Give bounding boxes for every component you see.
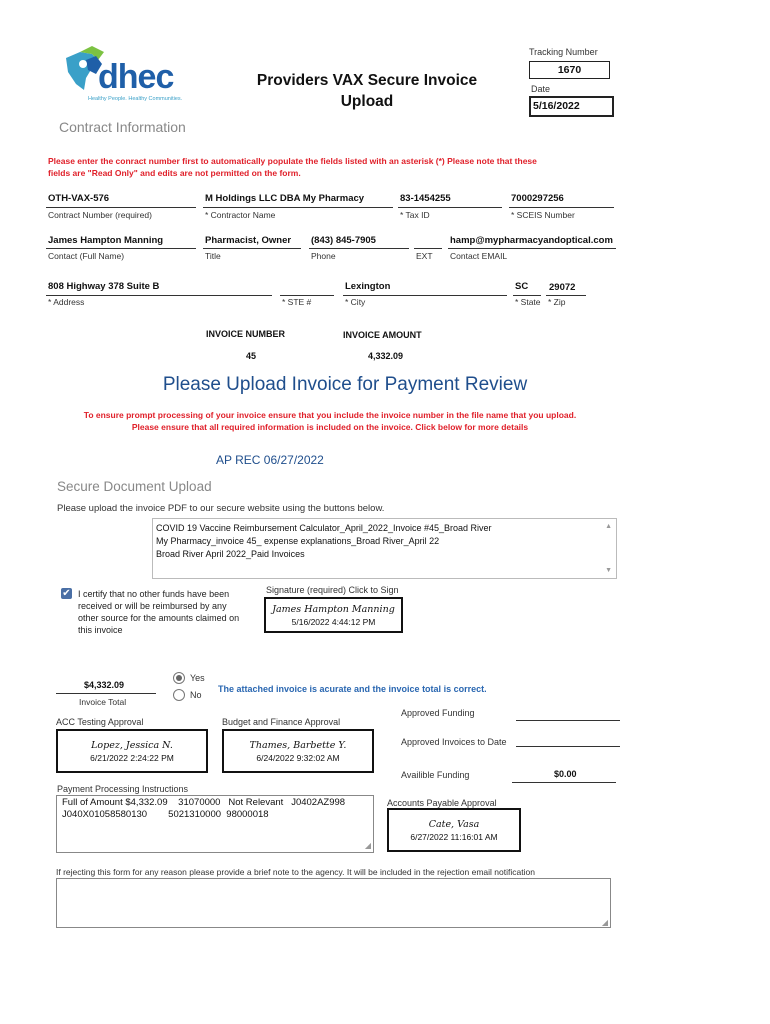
address-underline <box>46 295 272 296</box>
zip-label: * Zip <box>548 297 566 307</box>
tracking-number-field[interactable] <box>529 61 610 79</box>
city-underline <box>343 295 507 296</box>
contractor-name-field[interactable]: M Holdings LLC DBA My Pharmacy <box>205 193 365 204</box>
signature-label: Signature (required) Click to Sign <box>266 585 399 595</box>
logo-tagline: Healthy People. Healthy Communities. <box>88 96 183 102</box>
contractor-name-underline <box>203 207 393 208</box>
invoice-number-value[interactable]: 45 <box>246 351 257 361</box>
uploaded-file[interactable]: My Pharmacy_invoice 45_ expense explanations_Broad River_April 22 <box>156 536 440 546</box>
available-funding-value[interactable]: $0.00 <box>554 769 577 779</box>
scroll-up-icon[interactable]: ▲ <box>605 523 612 530</box>
title-underline <box>203 248 301 249</box>
state-label: * State <box>515 297 541 307</box>
upload-notice-line1: To ensure prompt processing of your invoice ensure that you include the invoice number in the file name that you upload. <box>83 410 577 420</box>
ste-underline[interactable] <box>280 295 334 296</box>
approved-funding-label: Approved Funding <box>401 708 475 718</box>
payment-line: Full of Amount $4,332.09 31070000 Not Relevant J0402AZ998 <box>62 797 346 808</box>
date-label: Date <box>531 84 551 94</box>
no-label: No <box>190 690 202 700</box>
signature-date: 5/16/2022 4:44:12 PM <box>291 617 376 627</box>
invoice-total-underline <box>56 693 156 694</box>
sceis-number-label: * SCEIS Number <box>511 210 575 220</box>
scroll-down-icon[interactable]: ▼ <box>605 567 612 574</box>
sceis-number-field[interactable]: 7000297256 <box>511 193 564 204</box>
invoice-total-label: Invoice Total <box>79 697 127 707</box>
address-label: * Address <box>48 297 85 307</box>
email-field[interactable]: hamp@mypharmacyandoptical.com <box>450 235 613 246</box>
approved-funding-field[interactable] <box>516 720 620 721</box>
certify-text <box>78 588 239 636</box>
city-label: * City <box>345 297 366 307</box>
budget-approval-name: Thames, Barbette Y. <box>249 740 347 751</box>
tax-id-label: * Tax ID <box>400 210 430 220</box>
payment-instructions-field[interactable] <box>56 795 374 853</box>
approved-invoices-field[interactable] <box>516 746 620 747</box>
uploaded-files-list[interactable] <box>152 518 617 579</box>
email-underline <box>448 248 616 249</box>
ext-label: EXT <box>416 251 433 261</box>
budget-approval-box[interactable] <box>222 729 374 773</box>
acc-approval-box[interactable] <box>56 729 208 773</box>
upload-heading: Please Upload Invoice for Payment Review <box>162 374 528 395</box>
ap-rec-link[interactable]: AP REC 06/27/2022 <box>216 453 324 467</box>
upload-instructions: Please upload the invoice PDF to our secure website using the buttons below. <box>57 503 385 514</box>
budget-approval-date: 6/24/2022 9:32:02 AM <box>256 753 340 763</box>
tracking-number-label: Tracking Number <box>529 47 598 57</box>
contractor-name-label: * Contractor Name <box>205 210 276 220</box>
date-value: 5/16/2022 <box>533 100 580 112</box>
acc-approval-name: Lopez, Jessica N. <box>91 740 173 751</box>
phone-underline <box>309 248 409 249</box>
tax-id-underline <box>398 207 502 208</box>
upload-notice-line2: Please ensure that all required information is included on the invoice. Click below for more details <box>131 422 529 432</box>
contact-name-label: Contact (Full Name) <box>48 251 125 261</box>
checkmark-icon: ✔ <box>62 588 71 599</box>
zip-underline <box>546 295 586 296</box>
page-title-line2: Upload <box>340 93 394 110</box>
acc-approval-label: ACC Testing Approval <box>56 717 144 727</box>
approved-invoices-label: Approved Invoices to Date <box>401 737 507 747</box>
yes-label: Yes <box>190 673 205 683</box>
invoice-total-value[interactable]: $4,332.09 <box>84 680 125 690</box>
certify-checkbox[interactable] <box>61 588 72 599</box>
invoice-number-label: INVOICE NUMBER <box>206 329 286 339</box>
contract-number-field[interactable]: OTH-VAX-576 <box>48 193 110 204</box>
contract-notice-line2: fields are "Read Only" and edits are not permitted on the form. <box>48 168 301 178</box>
yes-radio[interactable] <box>173 672 185 684</box>
tracking-number-value: 1670 <box>557 64 582 76</box>
page-title-line1: Providers VAX Secure Invoice <box>256 72 478 89</box>
rejection-label: If rejecting this form for any reason please provide a brief note to the agency. It will be included in the rejection email notification <box>56 867 535 877</box>
rejection-note-field[interactable] <box>56 878 611 928</box>
address-field[interactable]: 808 Highway 378 Suite B <box>48 281 160 292</box>
contract-number-label: Contract Number (required) <box>48 210 152 220</box>
certify-line: this invoice <box>78 625 123 635</box>
dhec-logo <box>62 44 198 108</box>
contact-name-field[interactable]: James Hampton Manning <box>48 235 164 246</box>
phone-field[interactable]: (843) 845-7905 <box>311 235 376 246</box>
certify-line: received or will be reimbursed by any <box>78 601 227 611</box>
confirm-text: The attached invoice is acurate and the invoice total is correct. <box>218 684 487 694</box>
signature-box[interactable] <box>264 597 403 633</box>
secure-upload-title: Secure Document Upload <box>57 479 212 494</box>
payment-line: J040X01058580130 5021310000 98000018 <box>62 809 269 820</box>
contact-name-underline <box>46 248 196 249</box>
date-field[interactable] <box>529 96 614 117</box>
accounts-payable-name: Cate, Vasa <box>428 819 480 830</box>
available-funding-label: Availible Funding <box>401 770 470 780</box>
no-radio[interactable] <box>173 689 185 701</box>
contract-number-underline <box>46 207 196 208</box>
uploaded-file[interactable]: Broad River April 2022_Paid Invoices <box>156 549 305 559</box>
radio-dot-icon <box>176 675 182 681</box>
invoice-amount-value[interactable]: 4,332.09 <box>368 351 404 361</box>
accounts-payable-date: 6/27/2022 11:16:01 AM <box>410 832 498 842</box>
state-underline <box>513 295 541 296</box>
accounts-payable-box[interactable] <box>387 808 521 852</box>
zip-field[interactable]: 29072 <box>549 282 576 293</box>
city-field[interactable]: Lexington <box>345 281 391 292</box>
resize-handle-icon[interactable]: ◢ <box>601 918 608 927</box>
tax-id-field[interactable]: 83-1454255 <box>400 193 451 204</box>
title-label: Title <box>205 251 221 261</box>
acc-approval-date: 6/21/2022 2:24:22 PM <box>90 753 174 763</box>
payment-instructions-label: Payment Processing Instructions <box>57 784 189 794</box>
certify-line: I certify that no other funds have been <box>78 589 230 599</box>
sceis-number-underline <box>509 207 614 208</box>
accounts-payable-label: Accounts Payable Approval <box>387 798 497 808</box>
email-label: Contact EMAIL <box>450 251 508 261</box>
state-field[interactable]: SC <box>515 281 529 292</box>
budget-approval-label: Budget and Finance Approval <box>222 717 341 727</box>
ext-underline[interactable] <box>414 248 442 249</box>
invoice-amount-label: INVOICE AMOUNT <box>343 330 422 340</box>
signature-name: James Hampton Manning <box>272 604 395 615</box>
certify-line: other source for the amounts claimed on <box>78 613 240 623</box>
contract-section-title: Contract Information <box>59 119 186 135</box>
phone-label: Phone <box>311 251 336 261</box>
logo-text: dhec <box>98 58 174 96</box>
resize-handle-icon[interactable]: ◢ <box>364 841 371 850</box>
ste-label: * STE # <box>282 297 312 307</box>
title-field[interactable]: Pharmacist, Owner <box>205 235 292 246</box>
available-funding-underline <box>512 782 616 783</box>
page-title <box>222 70 512 112</box>
uploaded-file[interactable]: COVID 19 Vaccine Reimbursement Calculator_April_2022_Invoice #45_Broad River <box>156 523 492 533</box>
contract-notice-line1: Please enter the conract number first to automatically populate the fields listed with an asterisk (*) Please note that these <box>48 156 537 166</box>
